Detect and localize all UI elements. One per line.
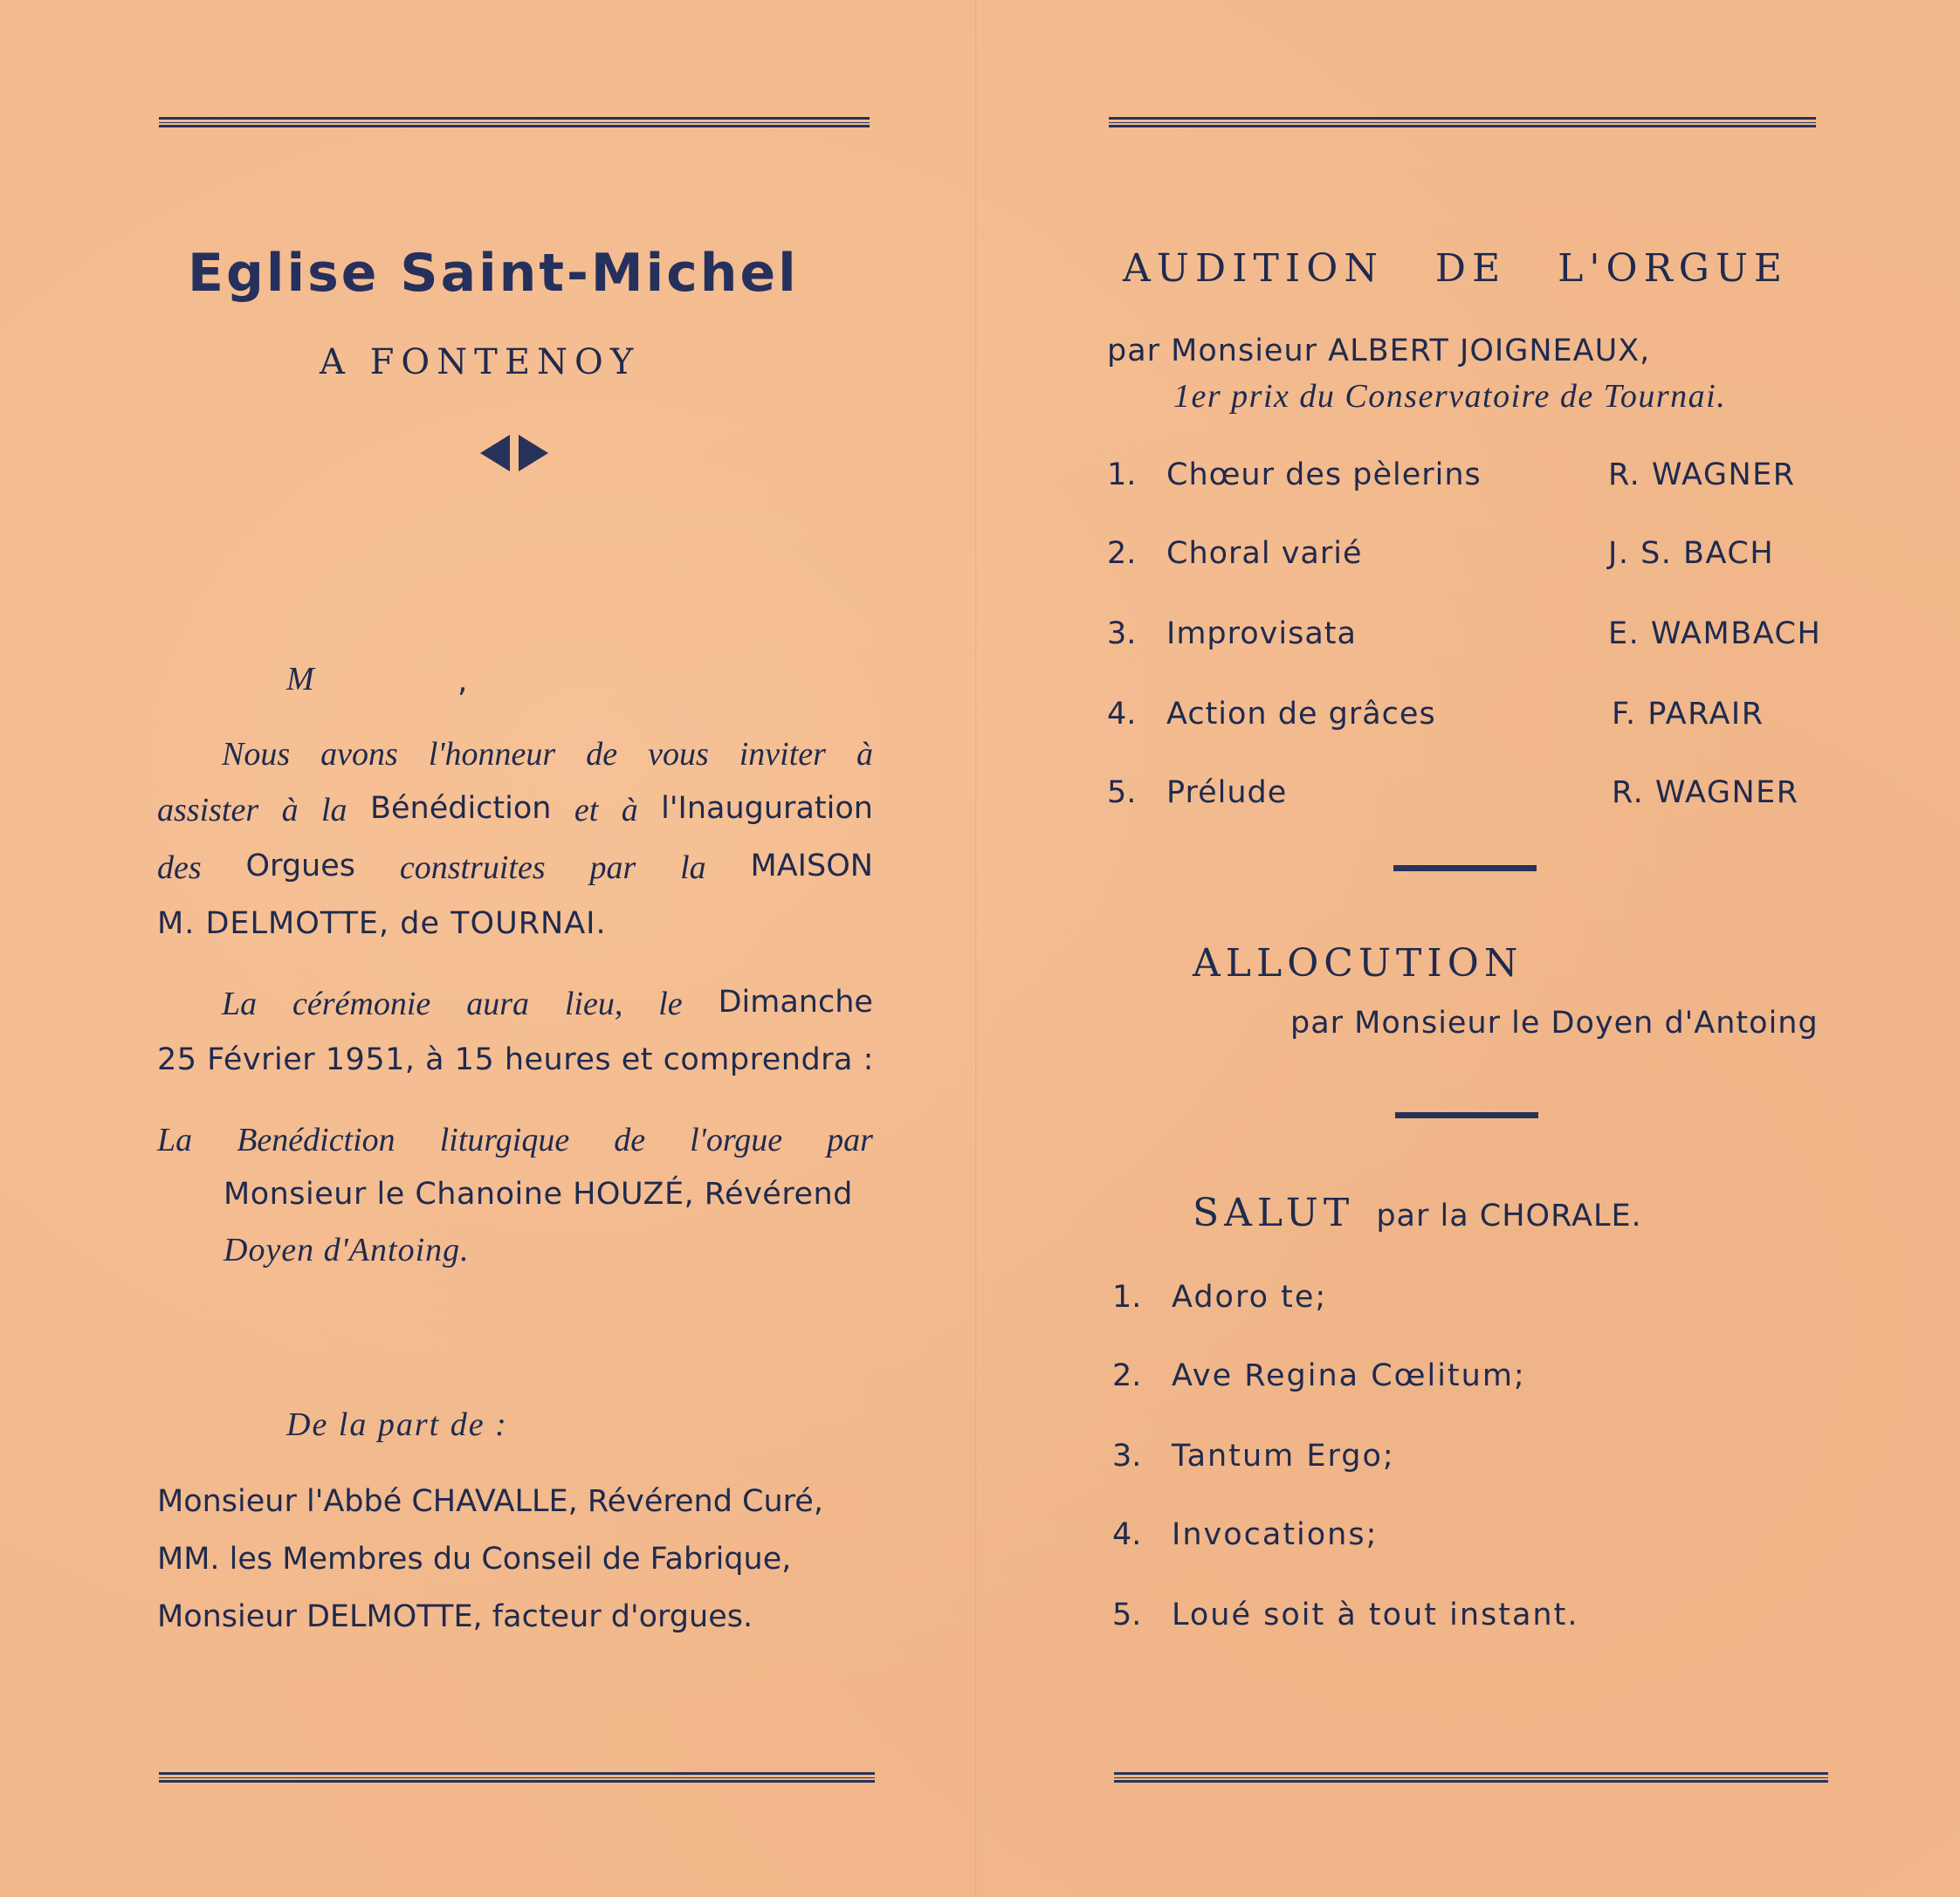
invitation-line-4: M. DELMOTTE, de TOURNAI. xyxy=(157,906,607,941)
allocution-by: par Monsieur le Doyen d'Antoing xyxy=(1290,1006,1819,1041)
salut-item-num: 2. xyxy=(1112,1358,1142,1393)
salut-title: SALUT xyxy=(1193,1191,1355,1235)
top-right-rule xyxy=(1109,117,1816,127)
program-item-title: Chœur des pèlerins xyxy=(1166,457,1482,492)
ceremony-line-1: La cérémonie aura lieu, le Dimanche xyxy=(222,985,873,1022)
signatory-2: MM. les Membres du Conseil de Fabrique, xyxy=(157,1542,792,1577)
benediction-line-3: Doyen d'Antoing. xyxy=(224,1232,470,1268)
program-item-num: 3. xyxy=(1107,616,1137,651)
church-location: A FONTENOY xyxy=(320,342,641,382)
program-item-composer: R. WAGNER xyxy=(1612,775,1799,810)
invitation-line-2: assister à la Bénédiction et à l'Inauguration xyxy=(157,791,873,828)
invitation-line-1: Nous avons l'honneur de vous inviter à xyxy=(222,736,873,773)
performer-award: 1er prix du Conservatoire de Tournai. xyxy=(1173,378,1727,415)
salut-heading xyxy=(1193,1191,1642,1235)
salut-item-num: 5. xyxy=(1112,1598,1142,1632)
salut-item-3 xyxy=(1112,1439,1395,1474)
section-divider-1 xyxy=(1393,865,1537,871)
performer-line: par Monsieur ALBERT JOIGNEAUX, xyxy=(1107,333,1651,368)
church-title: Eglise Saint-Michel xyxy=(188,243,799,304)
program-item-title: Improvisata xyxy=(1166,616,1357,651)
salutation: M xyxy=(286,661,314,698)
salut-item-title: Ave Regina Cœlitum; xyxy=(1172,1358,1526,1393)
section-divider-2 xyxy=(1395,1112,1538,1118)
program-item-title: Action de grâces xyxy=(1166,697,1436,732)
salut-item-title: Loué soit à tout instant. xyxy=(1172,1598,1579,1632)
program-item-num: 1. xyxy=(1107,457,1137,492)
allocution-title: ALLOCUTION xyxy=(1193,941,1523,986)
salut-item-num: 1. xyxy=(1112,1280,1142,1315)
bottom-right-rule xyxy=(1114,1772,1828,1783)
de-la-part-label: De la part de : xyxy=(286,1406,508,1443)
program-item-composer: E. WAMBACH xyxy=(1608,616,1822,651)
program-item-composer: J. S. BACH xyxy=(1608,536,1775,571)
bottom-left-rule xyxy=(159,1772,875,1783)
program-item-num: 4. xyxy=(1107,697,1137,732)
salut-item-num: 3. xyxy=(1112,1439,1142,1474)
salutation-comma: , xyxy=(457,663,468,699)
salut-item-1 xyxy=(1112,1280,1328,1315)
salut-item-title: Adoro te; xyxy=(1172,1280,1328,1315)
top-left-rule xyxy=(159,117,870,127)
program-item-title: Prélude xyxy=(1166,775,1288,810)
benediction-line-2: Monsieur le Chanoine HOUZÉ, Révérend xyxy=(224,1177,853,1212)
salut-item-5 xyxy=(1112,1598,1579,1632)
salut-item-4 xyxy=(1112,1517,1379,1552)
program-item-composer: F. PARAIR xyxy=(1612,697,1764,732)
salut-item-num: 4. xyxy=(1112,1517,1142,1552)
salut-item-title: Invocations; xyxy=(1172,1517,1379,1552)
salut-item-2 xyxy=(1112,1358,1526,1393)
program-item-num: 5. xyxy=(1107,775,1137,810)
audition-title: AUDITION DE L'ORGUE xyxy=(1123,246,1789,291)
center-fold xyxy=(975,0,978,1897)
salut-by: par la CHORALE. xyxy=(1376,1199,1642,1234)
program-item-title: Choral varié xyxy=(1166,536,1363,571)
benediction-line-1: La Benédiction liturgique de l'orgue par xyxy=(157,1122,873,1158)
signatory-1: Monsieur l'Abbé CHAVALLE, Révérend Curé, xyxy=(157,1484,823,1519)
program-item-num: 2. xyxy=(1107,536,1137,571)
invitation-line-3: des Orgues construites par la MAISON xyxy=(157,849,873,886)
ornament-icon xyxy=(478,433,550,473)
ceremony-line-2: 25 Février 1951, à 15 heures et comprendra : xyxy=(157,1042,874,1077)
program-item-composer: R. WAGNER xyxy=(1608,457,1796,492)
salut-item-title: Tantum Ergo; xyxy=(1172,1439,1395,1474)
signatory-3: Monsieur DELMOTTE, facteur d'orgues. xyxy=(157,1599,753,1634)
